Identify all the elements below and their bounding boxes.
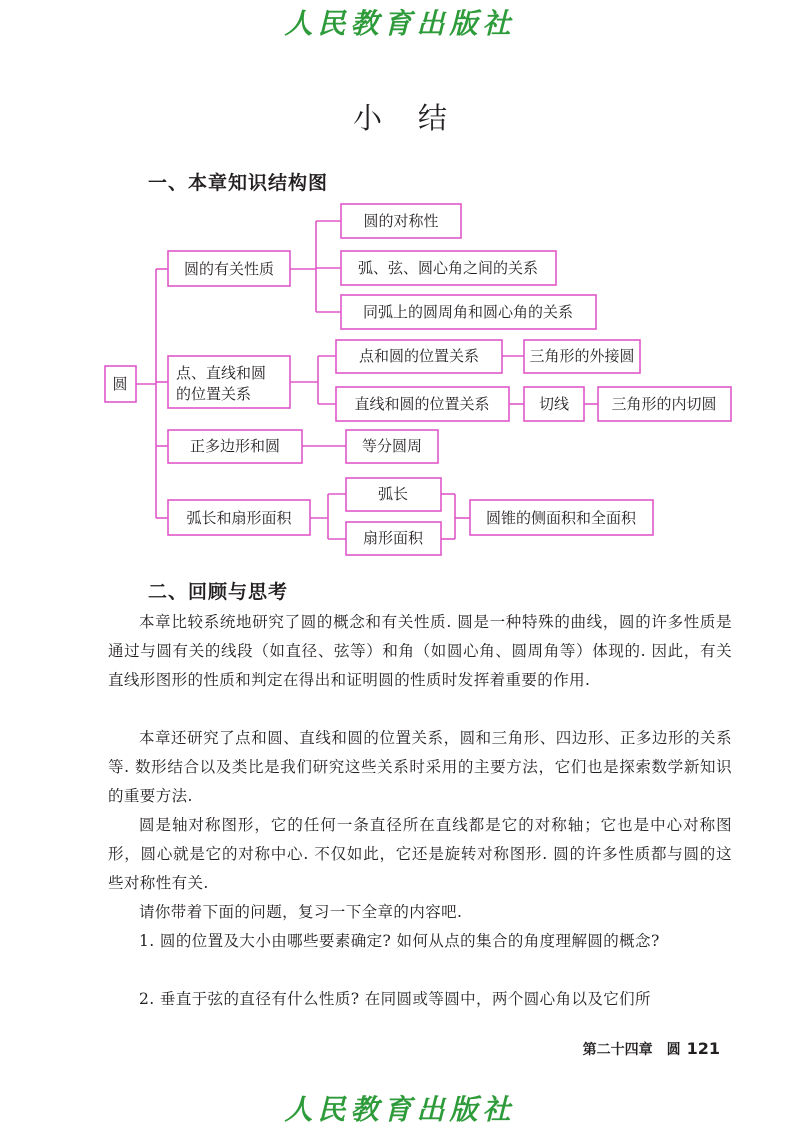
diagram-node-divide <box>346 430 438 463</box>
diagram-node-cone-area <box>470 500 653 535</box>
publisher-logo-bottom: 人民教育出版社 <box>284 1093 516 1126</box>
svg-text:同弧上的圆周角和圆心角的关系: 同弧上的圆周角和圆心角的关系 <box>362 303 574 321</box>
page-number: 121 <box>686 1039 720 1058</box>
diagram-node-symmetry <box>341 204 461 238</box>
diagram-node-sector-area <box>346 522 441 555</box>
svg-text:点和圆的位置关系: 点和圆的位置关系 <box>358 347 480 365</box>
svg-text:圆: 圆 <box>112 375 128 393</box>
svg-text:切线: 切线 <box>538 395 570 413</box>
page-footer <box>583 1039 720 1059</box>
section-heading-review: 二、回顾与思考 <box>148 581 289 603</box>
diagram-node-point-circle <box>336 340 502 373</box>
diagram-node-properties <box>168 251 290 286</box>
svg-text:三角形的内切圆: 三角形的内切圆 <box>611 395 717 413</box>
svg-text:圆锥的侧面积和全面积: 圆锥的侧面积和全面积 <box>485 509 637 527</box>
diagram-node-circumcircle <box>524 340 640 373</box>
question-1: 1. 圆的位置及大小由哪些要素确定? 如何从点的集合的角度理解圆的概念? <box>139 932 660 950</box>
diagram-node-position <box>168 356 290 408</box>
diagram-node-arc-length <box>346 478 441 511</box>
svg-text:弧长: 弧长 <box>377 485 409 503</box>
diagram-node-arc-sector <box>168 500 310 535</box>
svg-text:圆的对称性: 圆的对称性 <box>363 212 439 230</box>
svg-text:弧、弦、圆心角之间的关系: 弧、弦、圆心角之间的关系 <box>357 259 539 277</box>
svg-text:等分圆周: 等分圆周 <box>361 437 423 455</box>
svg-text:的位置关系: 的位置关系 <box>176 385 252 403</box>
svg-text:三角形的外接圆: 三角形的外接圆 <box>529 347 635 365</box>
section-heading-structure: 一、本章知识结构图 <box>148 172 329 194</box>
diagram-node-incircle <box>598 387 731 421</box>
chapter-label: 第二十四章 圆 <box>582 1042 681 1058</box>
diagram-node-arc-chord-angle <box>341 251 556 285</box>
paragraph-4: 请你带着下面的问题，复习一下全章的内容吧. <box>139 903 463 921</box>
publisher-logo-top: 人民教育出版社 <box>284 7 516 40</box>
diagram-node-inscribed-angle <box>341 295 596 329</box>
diagram-node-root <box>105 366 136 402</box>
question-2: 2. 垂直于弦的直径有什么性质? 在同圆或等圆中，两个圆心角以及它们所 <box>139 990 651 1008</box>
page-title: 小结 <box>352 101 483 135</box>
diagram-node-polygon <box>168 430 302 463</box>
paragraph-1: 本章比较系统地研究了圆的概念和有关性质. 圆是一种特殊的曲线，圆的许多性质是通过与圆有关的线段（如直径、弦等）和角（如圆心角、圆周角等）体现的. 因此，有关直线形图形的性质和判定在得出和证明圆的性质时发挥着重要的作用. <box>108 613 732 689</box>
svg-text:正多边形和圆: 正多边形和圆 <box>189 437 281 455</box>
svg-text:点、直线和圆: 点、直线和圆 <box>176 364 267 382</box>
diagram-node-line-circle <box>336 387 509 421</box>
paragraph-3: 圆是轴对称图形，它的任何一条直径所在直线都是它的对称轴；它也是中心对称图形，圆心就是它的对称中心. 不仅如此，它还是旋转对称图形. 圆的许多性质都与圆的这些对称性有关. <box>108 816 732 892</box>
svg-text:弧长和扇形面积: 弧长和扇形面积 <box>186 509 292 527</box>
svg-text:扇形面积: 扇形面积 <box>362 529 424 547</box>
paragraph-2: 本章还研究了点和圆、直线和圆的位置关系，圆和三角形、四边形、正多边形的关系等. 数形结合以及类比是我们研究这些关系时采用的主要方法，它们也是探索数学新知识的重要方法. <box>108 729 732 805</box>
diagram-node-tangent <box>524 387 584 421</box>
svg-text:圆的有关性质: 圆的有关性质 <box>183 260 275 278</box>
svg-text:直线和圆的位置关系: 直线和圆的位置关系 <box>354 395 490 413</box>
